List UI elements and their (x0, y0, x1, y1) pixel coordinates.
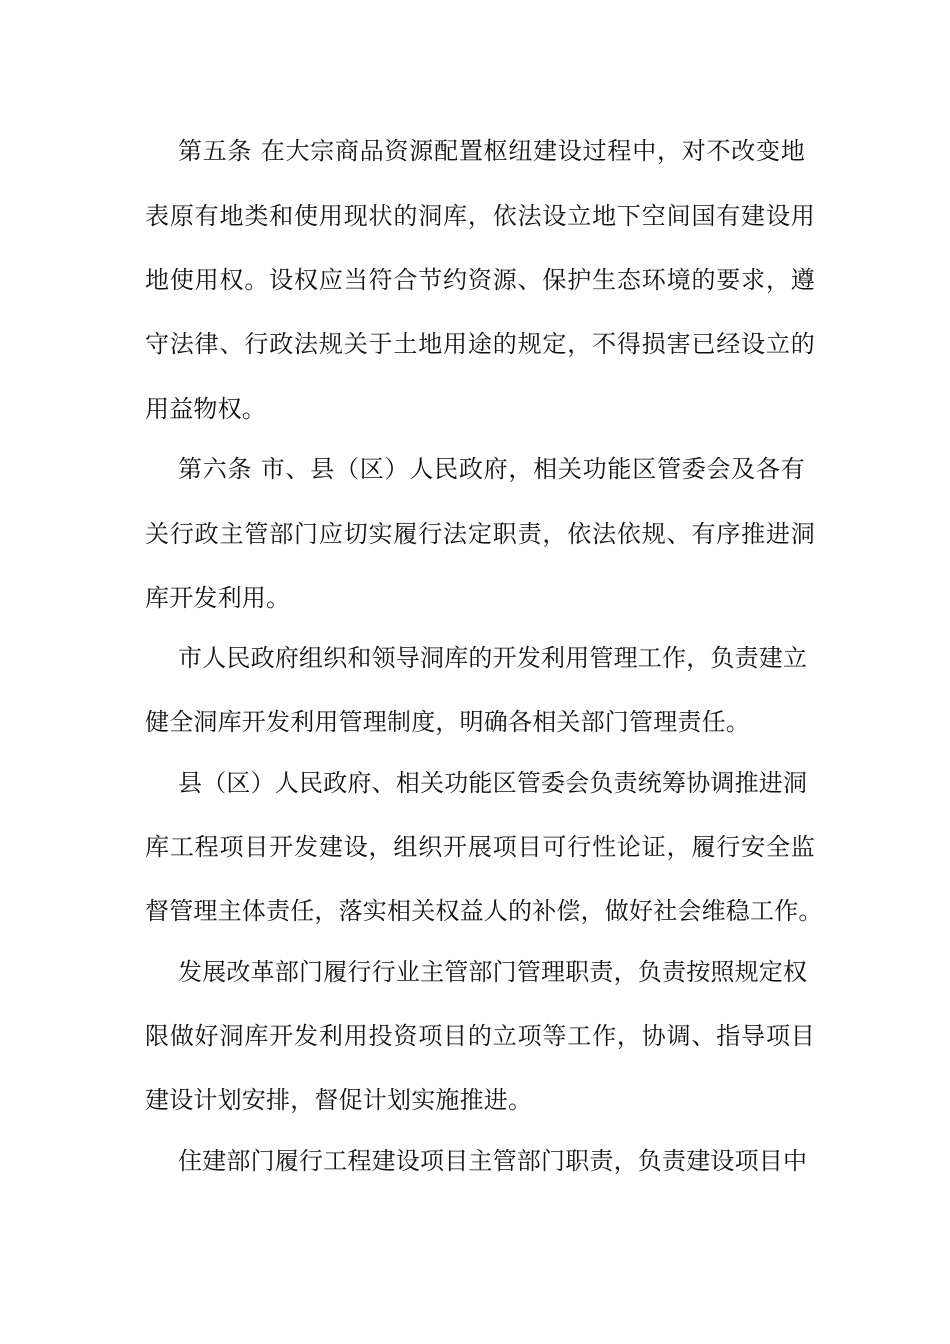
paragraph-line: 住建部门履行工程建设项目主管部门职责，负责建设项目中 (178, 1147, 808, 1175)
paragraph-line: 市人民政府组织和领导洞库的开发利用管理工作，负责建立 (178, 644, 808, 672)
paragraph-line: 健全洞库开发利用管理制度，明确各相关部门管理责任。 (145, 708, 750, 736)
paragraph-line: 地使用权。设权应当符合节约资源、保护生态环境的要求，遵 (145, 266, 815, 294)
paragraph-line: 第五条 在大宗商品资源配置枢纽建设过程中，对不改变地 (178, 137, 805, 165)
paragraph-line: 建设计划安排，督促计划实施推进。 (145, 1086, 533, 1114)
paragraph-line: 发展改革部门履行行业主管部门管理职责，负责按照规定权 (178, 958, 808, 986)
paragraph-line: 表原有地类和使用现状的洞库，依法设立地下空间国有建设用 (145, 202, 815, 230)
paragraph-line: 库工程项目开发建设，组织开展项目可行性论证，履行安全监 (145, 833, 815, 861)
paragraph-line: 守法律、行政法规关于土地用途的规定，不得损害已经设立的 (145, 330, 815, 358)
paragraph-line: 县（区）人民政府、相关功能区管委会负责统筹协调推进洞 (178, 769, 808, 797)
paragraph-line: 督管理主体责任，落实相关权益人的补偿，做好社会维稳工作。 (145, 897, 823, 925)
paragraph-line: 库开发利用。 (145, 584, 291, 612)
paragraph-line: 限做好洞库开发利用投资项目的立项等工作，协调、指导项目 (145, 1022, 815, 1050)
paragraph-line: 关行政主管部门应切实履行法定职责，依法依规、有序推进洞 (145, 520, 815, 548)
paragraph-line: 第六条 市、县（区）人民政府，相关功能区管委会及各有 (178, 455, 805, 483)
paragraph-line: 用益物权。 (145, 395, 266, 423)
